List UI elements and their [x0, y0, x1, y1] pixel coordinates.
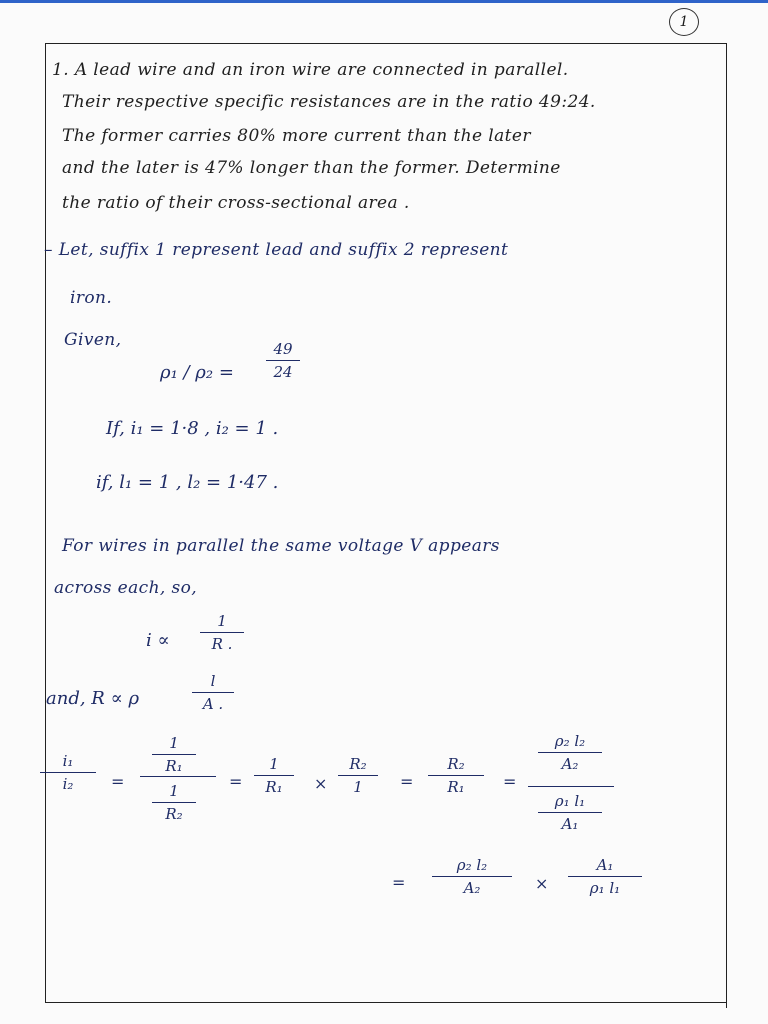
current-values: If, i₁ = 1·8 , i₂ = 1 .	[106, 418, 279, 439]
rho2-l2: ρ₂ l₂	[456, 856, 488, 874]
equals-sign: =	[503, 772, 517, 791]
compound-fraction-bar	[140, 776, 216, 777]
proportional-r-denominator: A .	[202, 695, 224, 713]
rho-ratio-denominator: 24	[273, 363, 293, 381]
one-over-r1-numerator: 1	[269, 755, 279, 773]
r2-over-r1-denominator: R₁	[447, 778, 465, 796]
rho1-l1-over-a1	[538, 792, 602, 833]
proportional-r-lhs: and, R ∝ ρ	[46, 688, 140, 709]
fraction-bar	[266, 360, 300, 361]
page-number: 1	[669, 8, 699, 36]
rho2-l2-over-a2-final	[432, 856, 512, 897]
inverse-r2-denominator: R₂	[165, 805, 183, 823]
problem-line-4: and the later is 47% longer than the former. Determine	[62, 158, 561, 178]
fraction-bar	[40, 772, 96, 773]
rho-ratio-numerator: 49	[273, 340, 293, 358]
margin-border-left	[45, 43, 46, 1003]
solution-intro-2: iron.	[70, 288, 113, 308]
a2: A₂	[463, 879, 481, 897]
inverse-r2-numerator: 1	[169, 782, 179, 800]
inverse-r1	[152, 734, 196, 775]
one-over-r1-denominator: R₁	[265, 778, 283, 796]
proportional-r-numerator: l	[210, 672, 216, 690]
fraction-bar	[338, 775, 378, 776]
fraction-bar	[538, 752, 602, 753]
current-ratio-numerator: i₁	[62, 752, 74, 770]
proportional-i-lhs: i ∝	[146, 630, 170, 651]
a1: A₁	[561, 815, 579, 833]
rho2-l2-over-a2	[538, 732, 602, 773]
equals-sign: =	[392, 873, 406, 892]
fraction-bar	[428, 775, 484, 776]
fraction-bar	[568, 876, 642, 877]
inverse-r2	[152, 782, 196, 823]
rho2-l2: ρ₂ l₂	[554, 732, 586, 750]
r2-over-r1	[428, 755, 484, 796]
rho-ratio-fraction	[266, 340, 300, 381]
proportional-i-denominator: R .	[211, 635, 233, 653]
equals-sign: =	[111, 772, 125, 791]
rho1-l1: ρ₁ l₁	[589, 879, 621, 897]
fraction-bar	[254, 775, 294, 776]
parallel-text-2: across each, so,	[54, 578, 198, 598]
problem-line-2: Their respective specific resistances are in the ratio 49:24.	[62, 92, 596, 112]
margin-border-right	[726, 43, 727, 1008]
times-sign: ×	[314, 774, 328, 793]
inverse-r1-denominator: R₁	[165, 757, 183, 775]
fraction-bar	[538, 812, 602, 813]
problem-line-5: the ratio of their cross-sectional area .	[62, 193, 410, 213]
r2-over-r1-numerator: R₂	[447, 755, 465, 773]
rho-ratio-lhs: ρ₁ / ρ₂ =	[160, 362, 234, 383]
a1: A₁	[596, 856, 614, 874]
proportional-i-fraction	[200, 612, 244, 653]
compound-fraction-bar	[528, 786, 614, 787]
times-sign: ×	[535, 874, 549, 893]
equals-sign: =	[400, 772, 414, 791]
fraction-bar	[200, 632, 244, 633]
proportional-i-numerator: 1	[217, 612, 227, 630]
top-edge-line	[0, 0, 768, 3]
margin-border-bottom	[45, 1002, 727, 1003]
fraction-bar	[152, 802, 196, 803]
one-over-r1	[254, 755, 294, 796]
fraction-bar	[432, 876, 512, 877]
problem-line-3: The former carries 80% more current than the later	[62, 126, 531, 146]
a2: A₂	[561, 755, 579, 773]
given-label: Given,	[64, 330, 122, 350]
current-ratio	[40, 752, 96, 793]
solution-intro-1: – Let, suffix 1 represent lead and suffix 2 represent	[44, 240, 509, 260]
current-ratio-denominator: i₂	[62, 775, 74, 793]
length-values: if, l₁ = 1 , l₂ = 1·47 .	[96, 472, 279, 493]
rho1-l1: ρ₁ l₁	[554, 792, 586, 810]
fraction-bar	[192, 692, 234, 693]
margin-border-top	[45, 43, 727, 44]
a1-over-rho1-l1	[568, 856, 642, 897]
problem-line-1: 1. A lead wire and an iron wire are connected in parallel.	[52, 60, 569, 80]
inverse-r1-numerator: 1	[169, 734, 179, 752]
r2-over-one	[338, 755, 378, 796]
r2-over-one-numerator: R₂	[349, 755, 367, 773]
fraction-bar	[152, 754, 196, 755]
r2-over-one-denominator: 1	[353, 778, 363, 796]
equals-sign: =	[229, 772, 243, 791]
proportional-r-fraction	[192, 672, 234, 713]
parallel-text-1: For wires in parallel the same voltage V appears	[62, 536, 500, 556]
